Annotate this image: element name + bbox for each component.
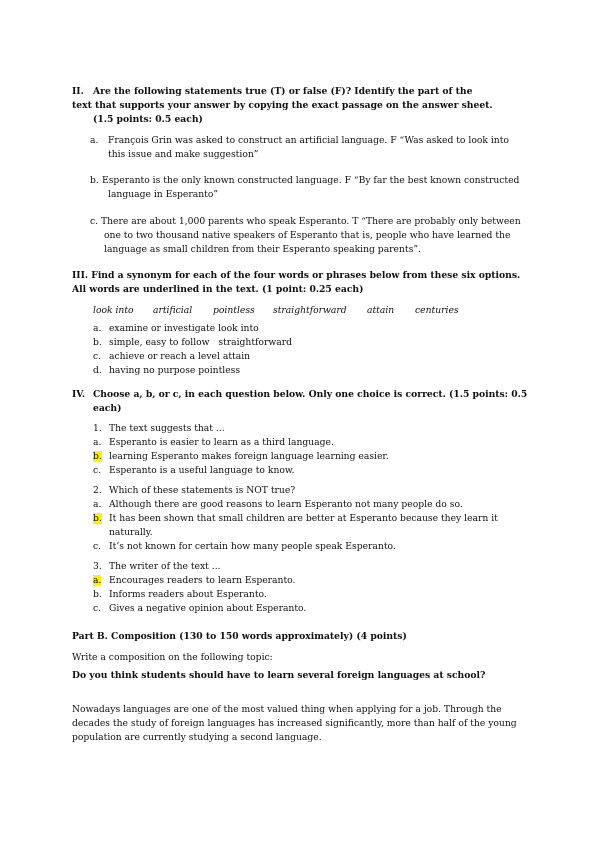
s3-item-d-answer: pointless bbox=[198, 365, 241, 376]
synonym-option: centuries bbox=[415, 305, 459, 316]
s3-item-a-label: a. bbox=[93, 323, 102, 334]
q2-choice-a-label: a. bbox=[93, 499, 102, 510]
essay-line1: Nowadays languages are one of the most valued thing when applying for a job. Through the bbox=[72, 704, 502, 715]
q1-choice-a: Esperanto is easier to learn as a third language. bbox=[109, 437, 334, 448]
s3-item-b-label: b. bbox=[93, 337, 102, 348]
s2-item-c-line2: one to two thousand native speakers of Esperanto that is, people who have learned the bbox=[104, 230, 511, 241]
s2-item-a-label: a. bbox=[90, 135, 99, 146]
section-2-heading-line2: text that supports your answer by copying the exact passage on the answer sheet. bbox=[72, 100, 493, 111]
q1-choice-c-label: c. bbox=[93, 465, 102, 476]
q3-choice-b-label: b. bbox=[93, 589, 102, 600]
part-b-topic: Do you think students should have to learn several foreign languages at school? bbox=[72, 670, 486, 681]
s2-item-c-label: c. bbox=[90, 216, 99, 227]
essay-line2: decades the study of foreign languages has increased significantly, more than half of the young bbox=[72, 718, 517, 729]
q2-choice-b-line1: It has been shown that small children are better at Esperanto because they learn it bbox=[109, 513, 498, 524]
section-2-points: (1.5 points: 0.5 each) bbox=[93, 114, 203, 125]
q3-choice-b: Informs readers about Esperanto. bbox=[109, 589, 267, 600]
section-3-heading-line2: All words are underlined in the text. (1 point: 0.25 each) bbox=[72, 284, 364, 295]
q3-choice-c-label: c. bbox=[93, 603, 102, 614]
synonym-option: pointless bbox=[213, 305, 255, 316]
q2-choice-c: It’s not known for certain how many people speak Esperanto. bbox=[109, 541, 396, 552]
synonym-option: attain bbox=[367, 305, 395, 316]
q1-choice-a-label: a. bbox=[93, 437, 102, 448]
s2-item-c-line1: There are about 1,000 parents who speak Esperanto. T “There are probably only between bbox=[101, 216, 521, 227]
part-b-heading: Part B. Composition (130 to 150 words approximately) (4 points) bbox=[72, 631, 407, 642]
q2-number: 2. bbox=[93, 485, 102, 496]
selected-answer-highlight: b. bbox=[93, 451, 102, 462]
q3-number: 3. bbox=[93, 561, 102, 572]
s3-item-a-text: examine or investigate bbox=[109, 323, 216, 334]
s2-item-c-line3: language as small children from their Esperanto speaking parents”. bbox=[104, 244, 421, 255]
s3-item-b bbox=[109, 336, 292, 349]
q1-choice-c: Esperanto is a useful language to know. bbox=[109, 465, 295, 476]
essay-line3: population are currently studying a second language. bbox=[72, 732, 322, 743]
q2-stem: Which of these statements is NOT true? bbox=[109, 485, 296, 496]
s3-item-c-label: c. bbox=[93, 351, 102, 362]
q1-number: 1. bbox=[93, 423, 102, 434]
section-4-numeral: IV. bbox=[72, 389, 86, 400]
synonym-option: look into bbox=[93, 305, 134, 316]
s3-item-d bbox=[109, 364, 240, 377]
s3-item-c-answer: attain bbox=[222, 351, 251, 362]
s3-item-b-text: simple, easy to follow bbox=[109, 337, 210, 348]
s3-item-a-answer: look into bbox=[218, 323, 259, 334]
section-4-heading-line2: each) bbox=[93, 403, 122, 414]
q1-stem: The text suggests that ... bbox=[109, 423, 225, 434]
s3-item-d-label: d. bbox=[93, 365, 102, 376]
q1-choice-b: learning Esperanto makes foreign language learning easier. bbox=[109, 451, 389, 462]
part-b-instruction: Write a composition on the following topic: bbox=[72, 652, 273, 663]
synonym-option: artificial bbox=[153, 305, 193, 316]
q2-choice-b-line2: naturally. bbox=[109, 527, 153, 538]
selected-answer-highlight: b. bbox=[93, 513, 102, 524]
s2-item-b-line2: language in Esperanto” bbox=[108, 189, 219, 200]
s2-item-a-line1: François Grin was asked to construct an artificial language. F “Was asked to look into bbox=[108, 135, 509, 146]
q2-choice-c-label: c. bbox=[93, 541, 102, 552]
q3-choice-c: Gives a negative opinion about Esperanto. bbox=[109, 603, 307, 614]
q3-choice-a-label bbox=[93, 574, 101, 587]
s2-item-a-line2: this issue and make suggestion” bbox=[108, 149, 259, 160]
section-2-numeral: II. bbox=[72, 86, 84, 97]
section-4-heading-line1: Choose a, b, or c, in each question below. Only one choice is correct. (1.5 points: 0.5 bbox=[93, 389, 528, 400]
synonym-option: straightforward bbox=[273, 305, 347, 316]
q3-stem: The writer of the text ... bbox=[109, 561, 221, 572]
section-2-heading-line1: Are the following statements true (T) or false (F)? Identify the part of the bbox=[93, 86, 473, 97]
section-3-heading-line1: III. Find a synonym for each of the four words or phrases below from these six options. bbox=[72, 270, 521, 281]
q2-choice-a: Although there are good reasons to learn Esperanto not many people do so. bbox=[109, 499, 463, 510]
selected-answer-highlight: a. bbox=[93, 575, 102, 586]
q1-choice-b-label bbox=[93, 450, 102, 463]
s3-item-d-text: having no purpose bbox=[109, 365, 196, 376]
s3-item-c bbox=[109, 350, 250, 363]
s2-item-b-label: b. bbox=[90, 175, 99, 186]
s2-item-b-line1: Esperanto is the only known constructed language. F “By far the best known constructed bbox=[102, 175, 520, 186]
s3-item-c-text: achieve or reach a level bbox=[109, 351, 220, 362]
s3-item-a bbox=[109, 322, 259, 335]
s3-item-b-answer: straightforward bbox=[218, 337, 292, 348]
q2-choice-b-label bbox=[93, 512, 102, 525]
q3-choice-a: Encourages readers to learn Esperanto. bbox=[109, 575, 296, 586]
